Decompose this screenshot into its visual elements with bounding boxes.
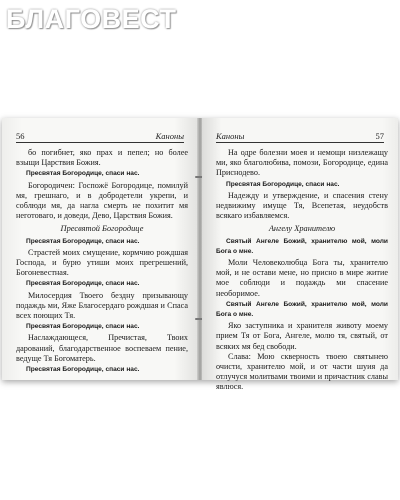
refrain: Пресвятая Богородице, спаси нас. [26, 323, 140, 331]
left-page [2, 118, 198, 380]
paragraph: Богородичен: Госпожё Богородице, помилуй мя, грешнаго, и в добродетели укрепи, и соблюди мя, да нагла смерть не похитит мя неготоваго, и доведи, Дево, Царствия Божия. [16, 180, 188, 221]
refrain: Святый Ангеле Божий, хранителю мой, моли Бога о мне. [216, 300, 388, 319]
paragraph: бо погибнет, яко прах и пепел; но более взыщи Царствия Божия. [16, 148, 188, 168]
watermark: БЛАГОВЕСТ [6, 4, 177, 34]
open-book [2, 118, 398, 392]
paragraph: Надежду и утверждение, и спасения стену недвижиму имуще Тя, Всепетая, неудобств всякаго избавляемся. [216, 190, 388, 221]
section-heading: Ангелу Хранителю [268, 224, 336, 234]
right-running-title: Каноны [216, 131, 245, 141]
paragraph: Яко заступника и хранителя животу моему прием Тя от Бога, Ангеле, молю тя, святый, от всяких мя бед свободи. [216, 321, 388, 351]
refrain: Пресвятая Богородице, спаси нас. [26, 366, 140, 374]
left-page-header [16, 131, 184, 143]
right-page [202, 118, 398, 392]
refrain: Пресвятая Богородице, спаси нас. [26, 237, 140, 245]
paragraph: На одре болезни моея и немощи низлежащу ми, яко благолюбива, помози, Богородице, едина Приснодево. [216, 148, 388, 178]
section-heading: Пресвятой Богородице [60, 224, 144, 234]
refrain: Пресвятая Богородице, спаси нас. [26, 170, 140, 178]
right-page-number: 57 [375, 131, 384, 141]
paragraph: Слава: Мою скверность твоею святынею очисти, хранителю мой, и от части шуия да отлучуся молитвами твоими и причастник славы явлюся. [216, 351, 388, 392]
left-page-number: 56 [16, 131, 25, 141]
paragraph: Моли Человеколюбца Бога ты, хранителю мой, и не остави мене, но присно в мире житие мое соблюди и подаждь ми спасение необоримое. [216, 258, 388, 298]
paragraph: Страстей моих смущение, кормчию рождшая Господа, и бурю утиши моих прегрешений, Богоневестная. [16, 247, 188, 278]
right-page-text [216, 148, 388, 393]
paragraph: Наслаждающеся, Пречистая, Твоих дарований, благодарственное воспеваем пение, ведуще Тя Богоматерь. [16, 333, 188, 363]
left-running-title: Каноны [155, 131, 184, 141]
left-page-text [16, 148, 188, 376]
paragraph: Милосердия Твоего бездну призывающу подаждь ми, Яже Благосердаго рождшая и Спаса всех поющих Тя. [16, 290, 188, 321]
refrain: Пресвятая Богородице, спаси нас. [226, 180, 340, 188]
refrain: Пресвятая Богородице, спаси нас. [26, 280, 140, 288]
refrain: Святый Ангеле Божий, хранителю мой, моли Бога о мне. [216, 237, 388, 255]
right-page-header [216, 131, 384, 143]
